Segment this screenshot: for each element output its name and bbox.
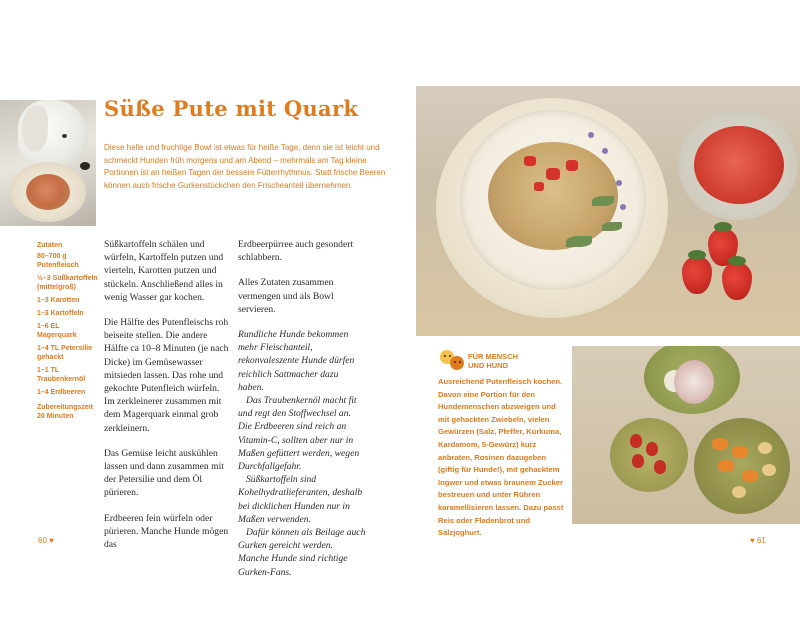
- herb-leaf: [602, 222, 622, 231]
- bowl-dish-photo: [416, 86, 800, 336]
- dog-eating-photo: [0, 100, 96, 226]
- ingredient-item: 1–1 TL Traubenkernöl: [37, 367, 86, 383]
- ingredient-item: 1–6 EL Magerquark: [37, 323, 77, 339]
- bowl-vegetables: [694, 418, 790, 514]
- ingredients-bowls-photo: [572, 346, 800, 524]
- instruction-paragraph: Alles Zutaten zusammen vermengen und als Bowl servieren.: [238, 277, 334, 315]
- lavender-bud: [616, 180, 622, 186]
- ingredient-item: 1–4 Erdbeeren: [37, 389, 86, 396]
- tip-header: [438, 350, 568, 372]
- carrot-piece: [712, 438, 728, 450]
- instructions-column-2: [238, 238, 366, 579]
- turkey-meat: [674, 360, 714, 404]
- tip-title-line-1: FÜR MENSCH: [468, 352, 518, 361]
- herb-leaf: [566, 236, 592, 247]
- dog-nose: [80, 162, 90, 170]
- lavender-bud: [588, 132, 594, 138]
- tip-text: Ausreichend Putenfleisch kochen. Davon eine Portion für den Hundemenschen abzweigen und mit gehackten Zwiebeln, vielen Gewürzen (Salz, Pfeffer, Kurkuma, Kardamom, 5-Gewürz) kurz anbraten, Rosinen dazugeben (giftig für Hunde!), mit gehacktem Ingwer und etwas braunem Zucker bestreuen und unter Rühren karamellisieren lassen. Dazu passt Reis oder Fladenbrot und Salzjoghurt.: [438, 377, 564, 538]
- instruction-paragraph: Die Hälfte des Putenfleischs roh beiseite stellen. Die andere Hälfte ca 10–8 Minuten (je nach Dicke) im Gemüsewasser mitsieden lassen. Das rohe und gekochte Putenfleich würfeln. Im zerkleinerer zusammen mit dem Magerquark einmal grob zerkleinern.: [104, 317, 229, 434]
- ingredient-item: 1–3 Kartoffeln: [37, 310, 84, 317]
- small-berry: [646, 442, 658, 456]
- berry-piece: [546, 168, 560, 180]
- dog-ear: [22, 106, 48, 152]
- note-paragraph: Dafür können als Beilage auch Gurken gereicht werden. Manche Hunde sind richtige Gurken-Fans.: [238, 527, 366, 578]
- small-berry: [654, 460, 666, 474]
- strawberry: [722, 262, 752, 300]
- eye-dot: [449, 355, 451, 357]
- dog-eye: [62, 134, 67, 138]
- note-paragraph: Das Traubenkernöl macht fit und regt den Stoffwechsel an. Die Erdbeeren sind reich an Vitamin-C, sollten aber nur in Maßen gefüttert werden, wegen Durchfallgefahr.: [238, 395, 360, 473]
- instructions-column-1: [104, 238, 232, 563]
- berry-piece: [566, 160, 578, 171]
- tip-title: [468, 352, 518, 370]
- tip-box-human-and-dog: [438, 350, 568, 540]
- ingredient-item: ½–3 Süßkartoffeln (mittelgroß): [37, 275, 98, 291]
- instruction-paragraph: Erdbeerpürree auch gesondert schlabbern.: [238, 239, 354, 264]
- potato-piece: [732, 486, 746, 498]
- carrot-piece: [718, 460, 734, 472]
- eye-dot: [444, 355, 446, 357]
- page-number-left: 60 ♥: [38, 536, 54, 545]
- ingredient-item: 80–700 g Putenfleisch: [37, 253, 79, 269]
- strawberry-puree: [694, 126, 784, 204]
- recipe-title: Süße Pute mit Quark: [104, 96, 359, 121]
- ingredient-item: 1–3 Karotten: [37, 297, 80, 304]
- page-number-right: ♥ 61: [750, 536, 766, 545]
- small-berry: [632, 454, 644, 468]
- note-paragraph: Rundliche Hunde bekommen mehr Fleischanteil, rekonvaleszente Hunde dürfen reichlich Sattmacher dazu haben.: [238, 329, 355, 393]
- instruction-paragraph: Das Gemüse leicht auskühlen lassen und dann zusammen mit der Petersilie und dem Öl pürieren.: [104, 447, 224, 499]
- strawberry: [682, 256, 712, 294]
- lavender-bud: [602, 148, 608, 154]
- ingredients-list: [37, 242, 99, 428]
- carrot-piece: [742, 470, 758, 482]
- recipe-intro: Diese helle und fruchtige Bowl ist etwas für heiße Tage, denn sie ist leicht und schmeckt Hunden früh morgens und am Abend – mehrmals am Tag kleine Portionen ist an heißen Tagen der bessere Fütterrhythmus. Statt frische Beeren können auch frische Gurkenstückchen den Frischeanteil übernehmen.: [104, 143, 386, 190]
- small-berry: [630, 434, 642, 448]
- instruction-paragraph: Süßkartoffeln schälen und würfeln, Kartoffeln putzen und vierteln, Karotten putzen und stückeln. Anschließend alles in wenig Wasser gar kochen.: [104, 239, 224, 303]
- person-and-dog-icon: [438, 350, 464, 372]
- note-paragraph: Süßkartoffeln sind Kohelhydratlieferanten, deshalb bei dicklichen Hunden nur in Maßen verwenden.: [238, 474, 363, 525]
- instruction-paragraph: Erdbeeren fein würfeln oder pürieren. Manche Hunde mögen das: [104, 512, 229, 551]
- eye-dot: [459, 361, 461, 363]
- berry-piece: [524, 156, 536, 166]
- ingredients-items: [37, 252, 99, 397]
- potato-piece: [758, 442, 772, 454]
- berry-piece: [534, 182, 544, 191]
- dog-head: [18, 100, 88, 170]
- ingredients-heading: Zutaten: [37, 242, 63, 249]
- tip-title-line-2: UND HUND: [468, 361, 508, 370]
- lavender-bud: [620, 204, 626, 210]
- herb-leaf: [592, 196, 614, 206]
- ingredient-item: 1–4 TL Petersilie gehackt: [37, 345, 93, 361]
- potato-piece: [762, 464, 776, 476]
- dog-food: [26, 174, 70, 210]
- dog-face: [450, 356, 464, 370]
- prep-time: Zubereitungszeit 20 Minuten: [37, 404, 94, 420]
- carrot-piece: [732, 446, 748, 458]
- eye-dot: [454, 361, 456, 363]
